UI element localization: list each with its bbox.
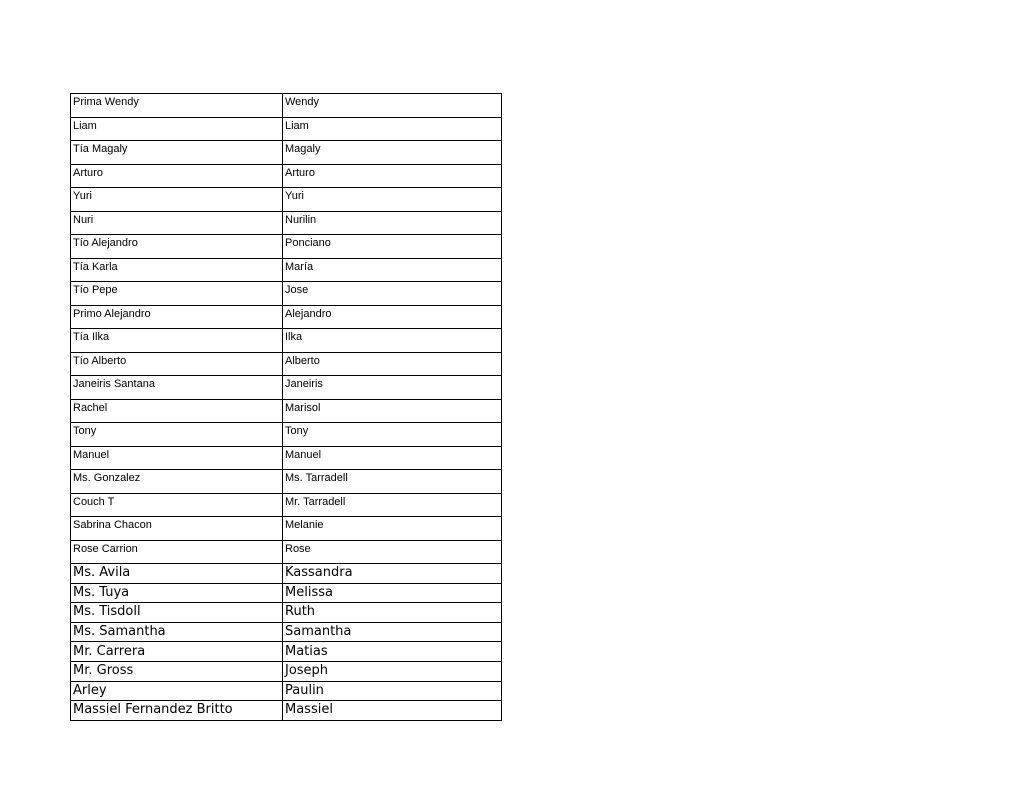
table-row — [71, 329, 502, 353]
table-row — [71, 141, 502, 165]
cell-name: Tío Alejandro — [71, 235, 283, 259]
cell-name: Couch T — [71, 493, 283, 517]
cell-name: Yuri — [71, 188, 283, 212]
cell-alias: Ilka — [283, 329, 502, 353]
table-row — [71, 583, 502, 603]
cell-name: Tía Karla — [71, 258, 283, 282]
cell-name: Nuri — [71, 211, 283, 235]
table-row — [71, 642, 502, 662]
table-row — [71, 211, 502, 235]
cell-alias: Manuel — [283, 446, 502, 470]
cell-name: Arturo — [71, 164, 283, 188]
table-row — [71, 701, 502, 721]
cell-name: Rose Carrion — [71, 540, 283, 564]
cell-alias: Samantha — [283, 622, 502, 642]
cell-name: Tony — [71, 423, 283, 447]
cell-name: Mr. Gross — [71, 661, 283, 681]
cell-alias: Rose — [283, 540, 502, 564]
table-row — [71, 622, 502, 642]
names-table-body — [71, 94, 502, 721]
cell-name: Primo Alejandro — [71, 305, 283, 329]
cell-alias: Jose — [283, 282, 502, 306]
table-row — [71, 540, 502, 564]
cell-name: Mr. Carrera — [71, 642, 283, 662]
cell-alias: Wendy — [283, 94, 502, 118]
cell-alias: Alberto — [283, 352, 502, 376]
cell-alias: Arturo — [283, 164, 502, 188]
table-row — [71, 164, 502, 188]
cell-alias: Magaly — [283, 141, 502, 165]
table-row — [71, 305, 502, 329]
cell-name: Rachel — [71, 399, 283, 423]
table-row — [71, 423, 502, 447]
cell-alias: Melissa — [283, 583, 502, 603]
cell-name: Tía Magaly — [71, 141, 283, 165]
table-row — [71, 94, 502, 118]
cell-name: Tío Pepe — [71, 282, 283, 306]
cell-alias: Ponciano — [283, 235, 502, 259]
cell-alias: Marisol — [283, 399, 502, 423]
cell-alias: Joseph — [283, 661, 502, 681]
cell-alias: Melanie — [283, 517, 502, 541]
table-row — [71, 117, 502, 141]
table-row — [71, 681, 502, 701]
table-row — [71, 446, 502, 470]
cell-name: Massiel Fernandez Britto — [71, 701, 283, 721]
cell-alias: Tony — [283, 423, 502, 447]
cell-alias: Yuri — [283, 188, 502, 212]
cell-name: Ms. Tuya — [71, 583, 283, 603]
cell-name: Ms. Avila — [71, 564, 283, 584]
cell-alias: Alejandro — [283, 305, 502, 329]
cell-name: Janeiris Santana — [71, 376, 283, 400]
cell-name: Tía Ilka — [71, 329, 283, 353]
table-row — [71, 661, 502, 681]
table-row — [71, 603, 502, 623]
cell-name: Arley — [71, 681, 283, 701]
spreadsheet-page — [70, 93, 501, 721]
table-row — [71, 399, 502, 423]
cell-alias: Matias — [283, 642, 502, 662]
table-row — [71, 564, 502, 584]
table-row — [71, 235, 502, 259]
cell-alias: María — [283, 258, 502, 282]
table-row — [71, 376, 502, 400]
cell-name: Prima Wendy — [71, 94, 283, 118]
cell-name: Liam — [71, 117, 283, 141]
cell-alias: Kassandra — [283, 564, 502, 584]
cell-alias: Liam — [283, 117, 502, 141]
table-row — [71, 188, 502, 212]
table-row — [71, 517, 502, 541]
cell-name: Tío Alberto — [71, 352, 283, 376]
cell-alias: Paulin — [283, 681, 502, 701]
cell-alias: Ruth — [283, 603, 502, 623]
table-row — [71, 493, 502, 517]
table-row — [71, 352, 502, 376]
cell-alias: Nurilin — [283, 211, 502, 235]
cell-alias: Mr. Tarradell — [283, 493, 502, 517]
table-row — [71, 282, 502, 306]
cell-alias: Massiel — [283, 701, 502, 721]
table-row — [71, 258, 502, 282]
names-table — [70, 93, 502, 721]
cell-alias: Janeiris — [283, 376, 502, 400]
cell-name: Ms. Samantha — [71, 622, 283, 642]
cell-alias: Ms. Tarradell — [283, 470, 502, 494]
cell-name: Ms. Tisdoll — [71, 603, 283, 623]
cell-name: Sabrina Chacon — [71, 517, 283, 541]
cell-name: Ms. Gonzalez — [71, 470, 283, 494]
cell-name: Manuel — [71, 446, 283, 470]
table-row — [71, 470, 502, 494]
